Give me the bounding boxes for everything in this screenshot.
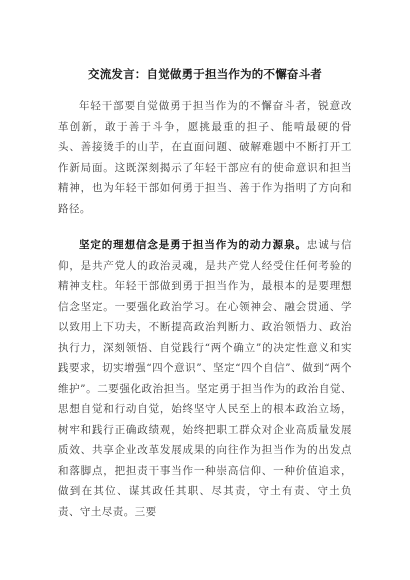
paragraph-ideals-lead: 坚定的理想信念是勇于担当作为的动力源泉。 bbox=[79, 239, 307, 251]
paragraph-ideals bbox=[58, 235, 352, 522]
paragraph-intro bbox=[58, 96, 352, 219]
paragraph-intro-text: 年轻干部要自觉做勇于担当作为的不懈奋斗者，锐意改革创新，敢于善于斗争，愿挑最重的担子、能啃最硬的骨头、善接烫手的山芋，在直面问题、破解难题中不断打开工作新局面。这既深刻揭示了年轻干部应有的使命意识和担当精神，也为年轻干部如何勇于担当、善于作为指明了方向和路径。 bbox=[58, 100, 352, 215]
paragraph-ideals-text: 忠诚与信仰，是共产党人的政治灵魂，是共产党人经受住任何考验的精神支柱。年轻干部做到勇于担当作为，最根本的是要理想信念坚定。一要强化政治学习。在心领神会、融会贯通、学以致用上下功夫，不断提高政治判断力、政治领悟力、政治执行力，深刻领悟、自觉践行“两个确立”的决定性意义和实践要求，切实增强“四个意识”、坚定“四个自信”、做到“两个维护”。二要强化政治担当。坚定勇于担当作为的政治自觉、思想自觉和行动自觉，始终坚守人民至上的根本政治立场，树牢和践行正确政绩观，始终把职工群众对企业高质量发展质效、共享企业改革发展成果的向往作为担当作为的出发点和落脚点，把担责干事当作一种崇高信仰、一种价值追求，做到在其位、谋其政任其职、尽其责，守土有责、守土负责、守土尽责。三要 bbox=[58, 239, 352, 518]
document-title: 交流发言：自觉做勇于担当作为的不懈奋斗者 bbox=[88, 67, 322, 81]
